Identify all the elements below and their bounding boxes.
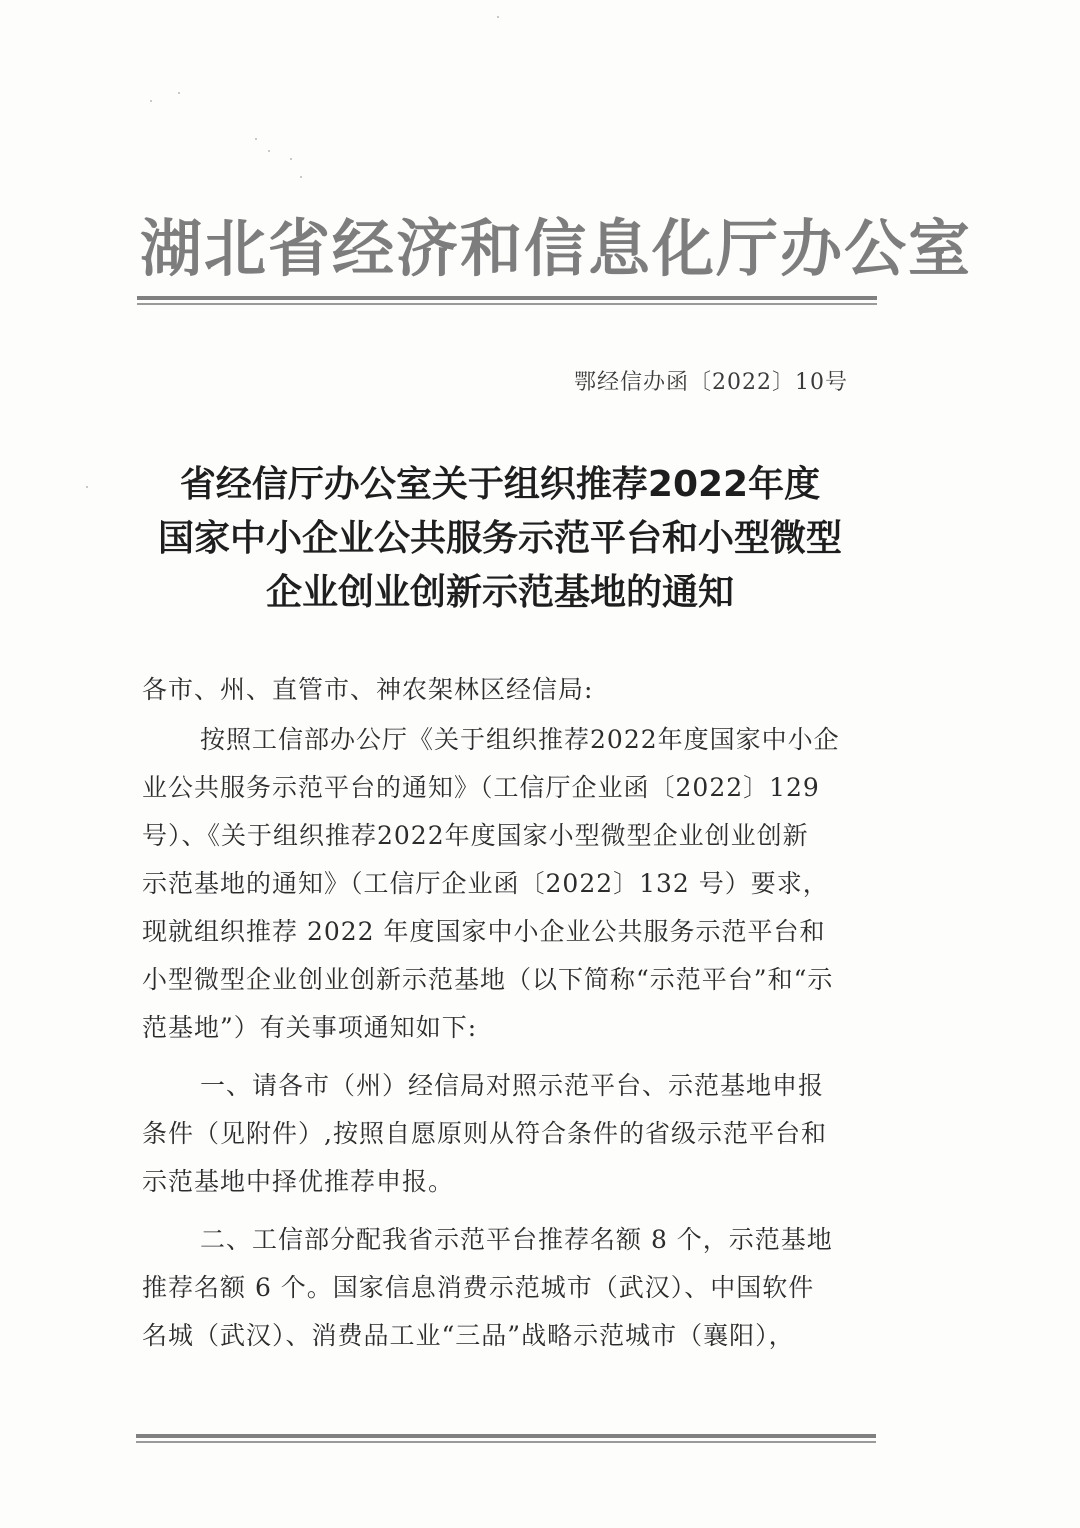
body-line: 示范基地的通知》（工信厅企业函〔2022〕132 号）要求， [142,869,829,898]
body-line: 现就组织推荐 2022 年度国家中小企业公共服务示范平台和 [142,917,826,946]
body-line: 小型微型企业创业创新示范基地（以下简称“示范平台”和“示 [142,965,834,994]
scan-speck [268,150,270,152]
body-line: 条件（见附件）,按照自愿原则从符合条件的省级示范平台和 [142,1119,827,1148]
body-line: 推荐名额 6 个。国家信息消费示范城市（武汉）、中国软件 [142,1273,815,1302]
scan-speck [255,138,257,140]
scan-speck [290,158,292,160]
body-line: 按照工信部办公厅《关于组织推荐2022年度国家中小企 [200,725,840,754]
body-line: 示范基地中择优推荐申报。 [142,1167,455,1196]
title-line: 企业创业创新示范基地的通知 [265,572,734,613]
issuer-header: 湖北省经济和信息化厅办公室 [140,212,973,285]
document-title [140,458,860,620]
scan-speck [497,16,499,18]
salutation: 各市、州、直管市、神农架林区经信局: [142,675,594,704]
footer-divider [136,1434,876,1443]
body-line: 一、请各市（州）经信局对照示范平台、示范基地申报 [200,1071,825,1100]
scan-speck [300,176,302,178]
body-line: 范基地”）有关事项通知如下: [142,1013,478,1042]
document-number: 鄂经信办函〔2022〕10号 [574,370,848,395]
title-line: 国家中小企业公共服务示范平台和小型微型 [157,518,842,559]
body-line: 号）、《关于组织推荐2022年度国家小型微型企业创业创新 [142,821,809,850]
body-line: 业公共服务示范平台的通知》（工信厅企业函〔2022〕129 [142,773,820,802]
document-body [142,716,862,1360]
header-divider [137,296,877,305]
title-line: 省经信厅办公室关于组织推荐2022年度 [179,464,821,505]
scan-speck [150,100,152,102]
body-line: 名城（武汉）、消费品工业“三品”战略示范城市（襄阳）， [142,1321,795,1350]
scan-speck [178,92,180,94]
body-line: 二、工信部分配我省示范平台推荐名额 8 个，示范基地 [200,1225,833,1254]
scan-speck [86,486,88,488]
